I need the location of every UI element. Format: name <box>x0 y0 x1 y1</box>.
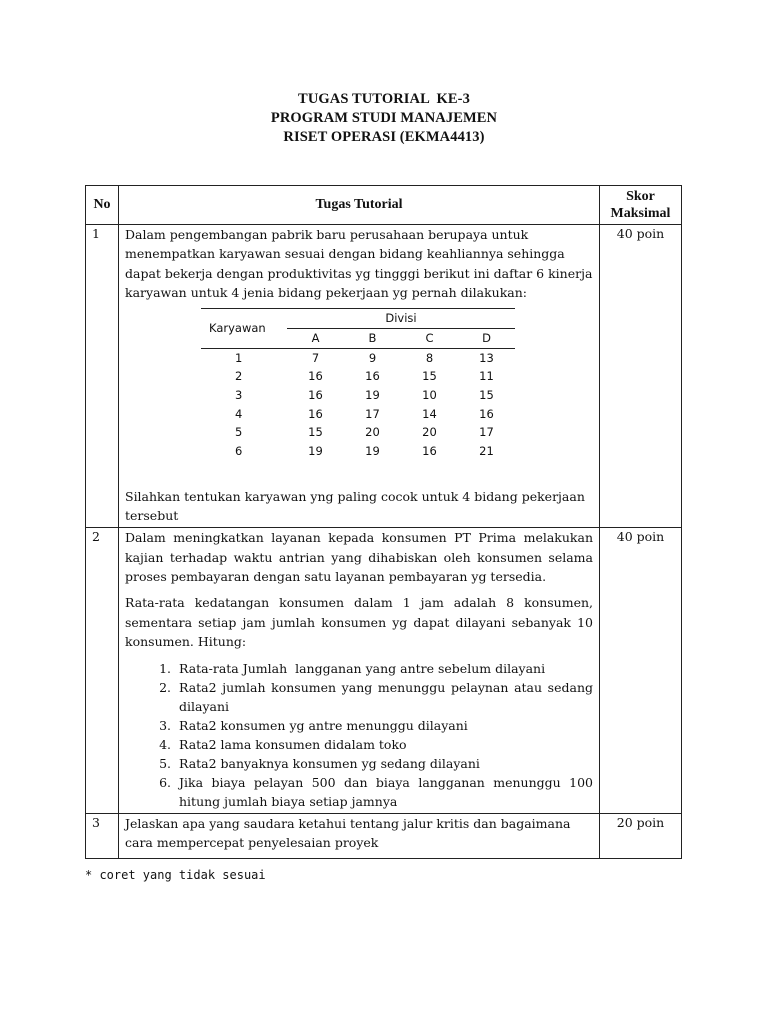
employee-id: 6 <box>235 444 243 459</box>
header-score-line2: Maksimal <box>610 206 671 221</box>
title-line-3: RISET OPERASI (EKMA4413) <box>283 129 485 145</box>
data-row <box>201 442 515 461</box>
header-task: Tugas Tutorial <box>119 186 600 225</box>
data-cell: 15 <box>308 425 323 440</box>
column-header: A <box>287 328 344 348</box>
list-item: 5. Rata2 banyaknya konsumen yg sedang dilayani <box>175 754 593 773</box>
employee-id: 4 <box>235 406 243 421</box>
data-cell: 8 <box>425 350 434 365</box>
data-cell: 7 <box>311 350 320 365</box>
row-number: 3 <box>86 814 119 859</box>
data-cell: 19 <box>365 444 380 459</box>
list-item: 4. Rata2 lama konsumen didalam toko <box>175 735 593 754</box>
data-cell: 14 <box>422 406 437 421</box>
table-header-row <box>86 186 682 225</box>
data-cell: 21 <box>479 444 494 459</box>
employee-data-table <box>201 308 515 461</box>
question-list <box>125 659 593 811</box>
data-cell: 19 <box>365 388 380 402</box>
task-cell <box>119 225 600 528</box>
column-header: B <box>344 328 401 348</box>
data-cell: 16 <box>308 406 323 421</box>
document-title <box>0 90 768 147</box>
data-cell: 16 <box>365 369 380 384</box>
employee-id: 2 <box>235 369 243 384</box>
column-header: D <box>458 328 515 348</box>
data-table-header-row <box>201 309 515 329</box>
column-header: C <box>401 328 458 348</box>
list-item: 1. Rata-rata Jumlah langganan yang antre sebelum dilayani <box>175 659 593 678</box>
table-row <box>86 225 682 528</box>
data-cell: 16 <box>308 388 323 402</box>
data-table-row-header: Karyawan <box>201 309 287 348</box>
data-cell: 10 <box>422 388 437 402</box>
data-cell: 9 <box>368 350 377 365</box>
header-no: No <box>86 186 119 225</box>
table-row <box>86 528 682 814</box>
list-item: 3. Rata2 konsumen yg antre menunggu dilayani <box>175 716 593 735</box>
task-cell <box>119 528 600 814</box>
employee-id: 1 <box>235 350 243 365</box>
tutorial-table <box>85 185 682 859</box>
data-cell: 16 <box>479 406 494 421</box>
task-text: Jelaskan apa yang saudara ketahui tentang jalur kritis dan bagaimana cara mempercepat penyelesaian proyek <box>125 816 571 851</box>
data-cell: 16 <box>308 369 323 384</box>
row-number: 1 <box>86 225 119 528</box>
data-row <box>201 423 515 442</box>
task-cell <box>119 814 600 859</box>
list-item: 2. Rata2 jumlah konsumen yang menunggu pelaynan atau sedang dilayani <box>175 678 593 716</box>
data-table-group-header: Divisi <box>287 309 515 329</box>
task-paragraph: Rata-rata kedatangan konsumen dalam 1 jam adalah 8 konsumen, sementara setiap jam jumlah konsumen yg dapat dilayani sebanyak 10 konsumen. Hitung: <box>125 595 593 649</box>
employee-id: 5 <box>235 425 243 440</box>
data-cell: 17 <box>479 425 494 440</box>
list-item: 6. Jika biaya pelayan 500 dan biaya langganan menunggu 100 hitung jumlah biaya setiap jamnya <box>175 773 593 811</box>
task-question: Silahkan tentukan karyawan yng paling cocok untuk 4 bidang pekerjaan tersebut <box>125 488 585 524</box>
task-paragraph: Dalam meningkatkan layanan kepada konsumen PT Prima melakukan kajian terhadap waktu antrian yang dihabiskan oleh konsumen selama proses pembayaran dengan satu layanan pembayaran yg tersedia. <box>125 530 593 584</box>
header-score <box>600 186 682 225</box>
table-row <box>86 814 682 859</box>
score-cell: 40 poin <box>600 225 682 528</box>
row-number: 2 <box>86 528 119 814</box>
data-cell: 19 <box>308 444 323 459</box>
task-intro: Dalam pengembangan pabrik baru perusahaan berupaya untuk menempatkan karyawan sesuai dengan bidang keahliannya sehingga dapat bekerja dengan produktivitas yg tingggi berikut ini daftar 6 kinerja karyawan untuk 4 jenia bidang pekerjaan yg pernah dilakukan: <box>125 227 593 300</box>
data-row <box>201 348 515 367</box>
data-cell: 17 <box>365 406 380 421</box>
data-row <box>201 405 515 424</box>
data-cell: 15 <box>422 369 437 384</box>
score-cell: 40 poin <box>600 528 682 814</box>
data-cell: 13 <box>479 350 494 365</box>
data-cell: 20 <box>422 425 437 440</box>
data-cell: 20 <box>365 425 380 440</box>
data-row <box>201 367 515 386</box>
header-score-line1: Skor <box>626 189 655 204</box>
data-cell: 11 <box>479 369 494 384</box>
score-cell: 20 poin <box>600 814 682 859</box>
data-cell: 16 <box>422 444 437 459</box>
title-line-1: TUGAS TUTORIAL KE-3 <box>298 91 470 107</box>
data-cell: 15 <box>479 388 494 402</box>
title-line-2: PROGRAM STUDI MANAJEMEN <box>270 110 498 126</box>
footnote: * coret yang tidak sesuai <box>85 868 266 882</box>
data-row <box>201 386 515 405</box>
employee-id: 3 <box>235 388 243 402</box>
